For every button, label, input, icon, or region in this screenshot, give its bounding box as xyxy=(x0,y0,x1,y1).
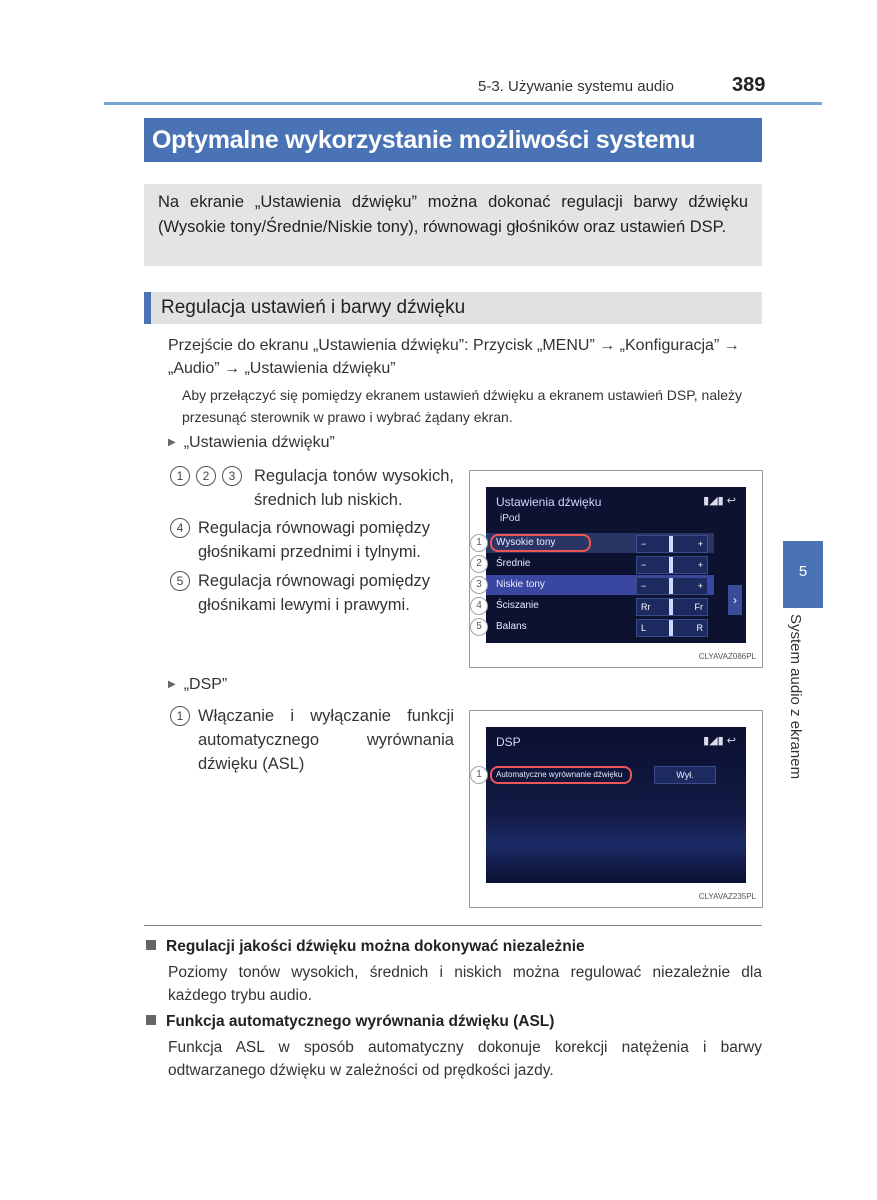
callout-2: 2 xyxy=(196,466,216,486)
callout-1: 1 xyxy=(170,706,190,726)
source-label: iPod xyxy=(500,513,521,524)
screen-row-mid: 2 Średnie − + xyxy=(486,554,714,574)
sub-heading-dsp: ▶ „DSP” xyxy=(168,676,228,693)
image-code: CLYAVAZ086PL xyxy=(698,652,756,661)
running-header: 5-3. Używanie systemu audio xyxy=(478,78,674,95)
slider: − + xyxy=(636,577,708,595)
asl-value: Wył. xyxy=(654,766,716,784)
item-text: Regulacja równowagi pomiędzy głośnikami lewymi i prawymi. xyxy=(198,572,431,614)
screen-row-treble: 1 Wysokie tony − + xyxy=(486,533,714,553)
slider: L R xyxy=(636,619,708,637)
image-code: CLYAVAZ235PL xyxy=(698,892,756,901)
screen-title: DSP xyxy=(496,735,521,749)
sub-heading-sound-settings: ▶ „Ustawienia dźwięku” xyxy=(168,434,335,451)
chapter-tab: 5 xyxy=(783,541,823,608)
callout-3: 3 xyxy=(222,466,242,486)
page-number: 389 xyxy=(732,74,766,96)
screen-row-asl: 1 Automatyczne wyrównanie dźwięku Wył. xyxy=(486,765,722,785)
square-bullet-icon xyxy=(146,940,156,950)
callout-5: 5 xyxy=(170,571,190,591)
dsp-screenshot xyxy=(469,710,763,908)
callout-1: 1 xyxy=(170,466,190,486)
sound-settings-screenshot xyxy=(469,470,763,668)
triangle-bullet-icon: ▶ xyxy=(168,437,176,448)
page-title: Optymalne wykorzystanie możliwości systemu xyxy=(144,118,762,162)
item-text: Regulacja równowagi pomiędzy głośnikami przednimi i tylnymi. xyxy=(198,519,431,561)
header-rule xyxy=(104,102,822,105)
footer-note-1: Regulacji jakości dźwięku można dokonywać niezależnie Poziomy tonów wysokich, średnich i niskich można regulować niezależnie dla każdego trybu audio. xyxy=(146,938,762,1007)
chapter-label: System audio z ekranem xyxy=(787,614,804,780)
footer-rule xyxy=(144,925,762,926)
screen-display xyxy=(486,727,746,883)
status-icons: ▮◢▮ ↩ xyxy=(703,495,736,507)
square-bullet-icon xyxy=(146,1015,156,1025)
triangle-bullet-icon: ▶ xyxy=(168,679,176,690)
screen-row-balance: 5 Balans L R xyxy=(486,617,714,637)
item-1-2-3 xyxy=(170,464,454,512)
intro-box: Na ekranie „Ustawienia dźwięku” można dokonać regulacji barwy dźwięku (Wysokie tony/Średnie/Niskie tony), równowagi głośników oraz ustawień DSP. xyxy=(144,184,762,266)
slider: − + xyxy=(636,535,708,553)
screen-row-bass: 3 Niskie tony − + xyxy=(486,575,714,595)
path-text: Przejście do ekranu „Ustawienia dźwięku”: Przycisk „MENU” → „Konfiguracja” → „Audio” → „Ustawienia dźwięku” xyxy=(168,337,740,377)
item-text: Włączanie i wyłączanie funkcji automatycznego wyrównania dźwięku (ASL) xyxy=(198,707,454,773)
item-4 xyxy=(170,516,454,564)
item-text: Regulacja tonów wysokich, średnich lub niskich. xyxy=(254,467,454,509)
slider: − + xyxy=(636,556,708,574)
screen-title: Ustawienia dźwięku xyxy=(496,495,602,509)
section-title: Regulacja ustawień i barwy dźwięku xyxy=(144,292,762,324)
item-5 xyxy=(170,569,454,617)
footer-note-2: Funkcja automatycznego wyrównania dźwięku (ASL) Funkcja ASL w sposób automatyczny dokonuje korekcji natężenia i barwy odtwarzanego dźwięku w zależności od prędkości jazdy. xyxy=(146,1013,762,1082)
status-icons: ▮◢▮ ↩ xyxy=(703,735,736,747)
item-asl xyxy=(170,704,454,776)
slider: Rr Fr xyxy=(636,598,708,616)
note-text: Aby przełączyć się pomiędzy ekranem ustawień dźwięku a ekranem ustawień DSP, należy przesunąć sterownik w prawo i wybrać żądany ekran. xyxy=(182,387,743,425)
callout-4: 4 xyxy=(170,518,190,538)
screen-row-fader: 4 Ściszanie Rr Fr xyxy=(486,596,714,616)
chevron-right-icon: › xyxy=(728,585,742,615)
